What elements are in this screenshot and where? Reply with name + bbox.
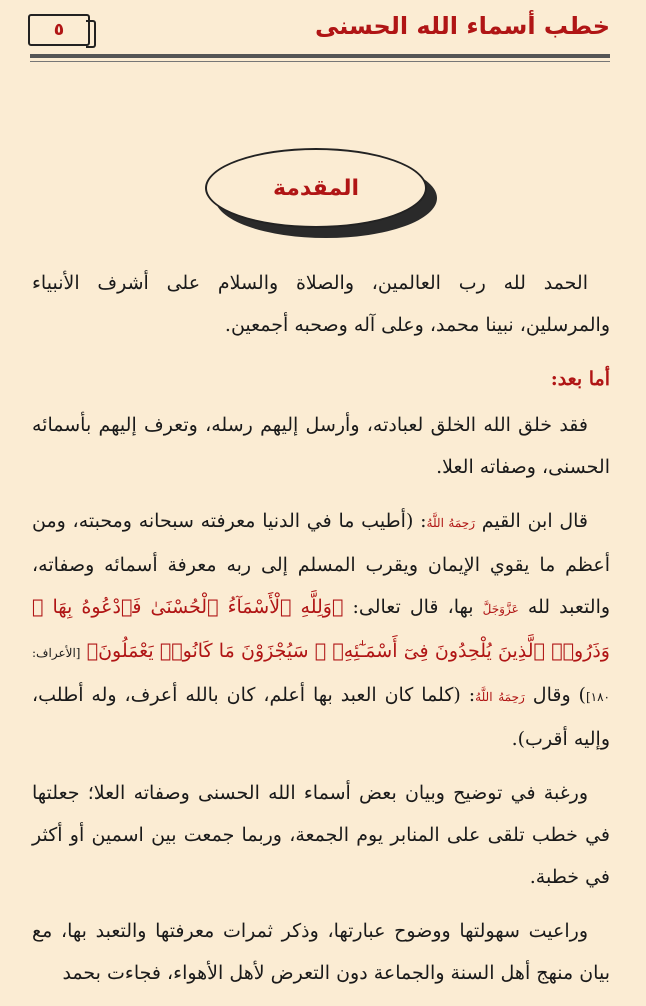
- honorific-azza-wajal: عَزَّوَجَلَّ: [482, 602, 519, 616]
- header-rule-thin: [30, 61, 610, 62]
- oval-frame: [205, 148, 427, 228]
- quran-verse: ﴿وَلِلَّهِ ٱلْأَسْمَآءُ ٱلْحُسْنَىٰ فَٱدْعُوهُ بِهَا ۖ وَذَرُوا۟ ٱلَّذِينَ يُلْحِدُونَ فِىٓ أَسْمَـٰٓئِهِۦ ۚ سَيُجْزَوْنَ مَا كَانُوا۟ يَعْمَلُونَ﴾: [32, 596, 610, 662]
- text-segment: قال ابن القيم: [481, 510, 589, 532]
- paragraph-opening: الحمد لله رب العالمين، والصلاة والسلام على أشرف الأنبياء والمرسلين، نبينا محمد، وعلى آله وصحبه أجمعين.: [32, 272, 610, 336]
- header-rule-thick: [30, 54, 610, 58]
- paragraph-creation: فقد خلق الله الخلق لعبادته، وأرسل إليهم رسله، وتعرف إليهم بأسمائه الحسنى، وصفاته العلا.: [32, 414, 610, 478]
- paragraph-method: وراعيت سهولتها ووضوح عبارتها، وذكر ثمرات معرفتها والتعبد بها، مع بيان منهج أهل السنة والجماعة دون التعرض لأهل الأهواء، فجاءت بحمد: [32, 920, 610, 984]
- verse-reference: [الأعراف: ١٨٠]: [32, 646, 610, 704]
- paragraph-ibn-qayyim: [32, 500, 610, 760]
- page-number: ٥: [28, 14, 90, 46]
- subheading-amma-baad: أما بعد:: [550, 368, 610, 390]
- book-title: خطب أسماء الله الحسنى: [315, 12, 610, 40]
- honorific-rahimahullah: رَحِمَهُ اللَّهُ: [475, 690, 525, 704]
- text-segment: بها، قال تعالى:: [352, 596, 474, 618]
- honorific-rahimahullah: رَحِمَهُ اللَّهُ: [426, 516, 476, 530]
- text-segment: : (أطيب ما في الدنيا معرفته سبحانه ومحبته، ومن أعظم ما يقوي الإيمان ويقرب المسلم إلى ربه معرفة أسمائه وصفاته، والتعبد لله: [32, 510, 611, 618]
- text-segment: : (كلما كان العبد بها أعلم، كان بالله أعرف، وله أطلب، وإليه أقرب).: [32, 684, 610, 750]
- text-segment: ) وقال: [532, 684, 586, 706]
- page-header: [0, 0, 646, 70]
- body-text: [32, 262, 610, 1006]
- section-title-oval: [205, 148, 437, 240]
- section-title: المقدمة: [272, 175, 360, 201]
- paragraph-purpose: ورغبة في توضيح وبيان بعض أسماء الله الحسنى وصفاته العلا؛ جعلتها في خطب تلقى على المنابر يوم الجمعة، وربما جمعت بين اسمين أو أكثر في خطبة.: [32, 782, 610, 888]
